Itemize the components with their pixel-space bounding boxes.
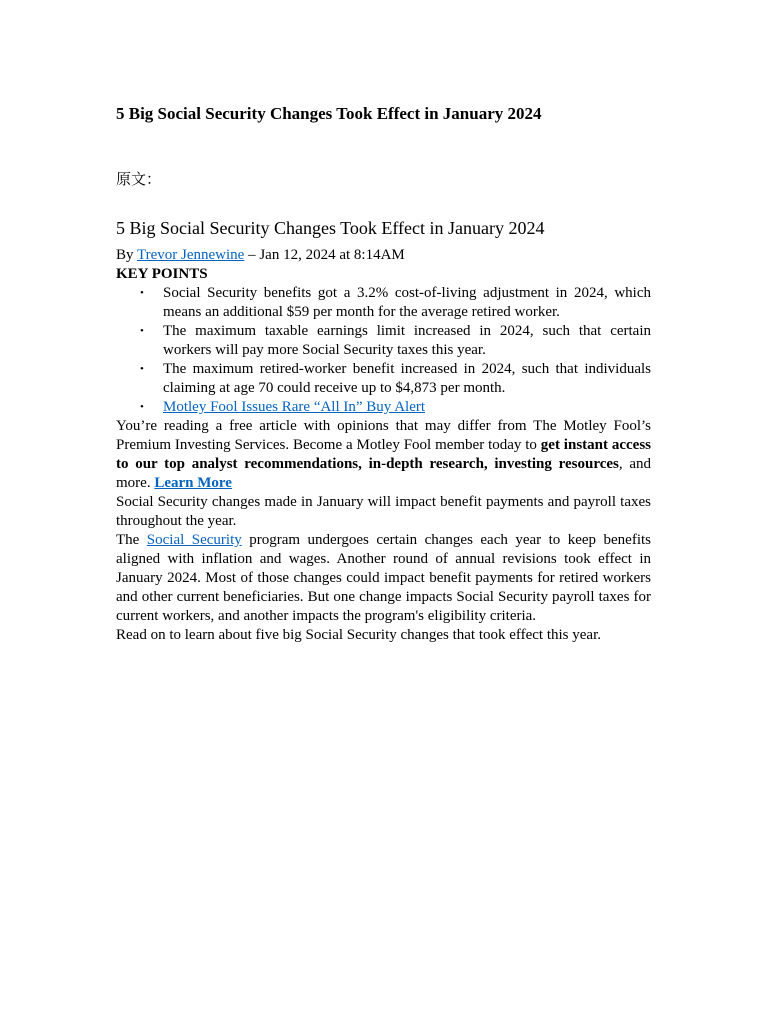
byline-date: – Jan 12, 2024 at 8:14AM [244, 247, 405, 263]
paragraph-intro: Social Security changes made in January will impact benefit payments and payroll taxes throughout the year. [116, 494, 651, 529]
paragraph-program-prefix: The [116, 532, 147, 548]
promo-text-after: , and more. [116, 456, 651, 491]
bullet-icon: • [140, 287, 144, 299]
author-link[interactable]: Trevor Jennewine [136, 247, 245, 263]
key-points-heading: KEY POINTS [116, 266, 208, 282]
key-point-item [140, 322, 651, 360]
buy-alert-link[interactable]: Motley Fool Issues Rare “All In” Buy Alert [163, 399, 426, 415]
key-point-text: The maximum taxable earnings limit increased in 2024, such that certain workers will pay more Social Security taxes this year. [163, 323, 651, 358]
promo-text-before: You’re reading a free article with opinions that may differ from The Motley Fool’s Premium Investing Services. Become a Motley Fool member today to [116, 418, 651, 453]
paragraph-program [116, 531, 651, 626]
byline [116, 246, 651, 265]
key-point-item [140, 360, 651, 398]
bullet-icon: • [140, 401, 144, 413]
bullet-icon: • [140, 363, 144, 375]
article [116, 216, 651, 645]
key-point-text: Social Security benefits got a 3.2% cost-of-living adjustment in 2024, which means an additional $59 per month for the average retired worker. [163, 285, 651, 320]
bullet-icon: • [140, 325, 144, 337]
key-point-item [140, 398, 651, 417]
key-points-list [116, 284, 651, 417]
promo-paragraph [116, 417, 651, 493]
byline-prefix: By [116, 247, 137, 263]
key-point-text: The maximum retired-worker benefit increased in 2024, such that individuals claiming at age 70 could receive up to $4,873 per month. [163, 361, 651, 396]
paragraph-read-on: Read on to learn about five big Social Security changes that took effect this year. [116, 627, 601, 643]
learn-more-link[interactable]: Learn More [154, 475, 232, 491]
promo-bold-text: get instant access to our top analyst recommendations, in-depth research, investing resources [116, 437, 652, 472]
social-security-link[interactable]: Social Security [146, 532, 242, 548]
document-title: 5 Big Social Security Changes Took Effect in January 2024 [116, 104, 542, 123]
key-point-item [140, 284, 651, 322]
article-title: 5 Big Social Security Changes Took Effect in January 2024 [116, 218, 545, 238]
source-label: 原文： [116, 172, 162, 188]
paragraph-program-rest: program undergoes certain changes each year to keep benefits aligned with inflation and wages. Another round of annual revisions took effect in January 2024. Most of those changes could impact benefit payments for retired workers and other current beneficiaries. But one change impacts Social Security payroll taxes for current workers, and another impacts the program's eligibility criteria. [116, 532, 651, 624]
